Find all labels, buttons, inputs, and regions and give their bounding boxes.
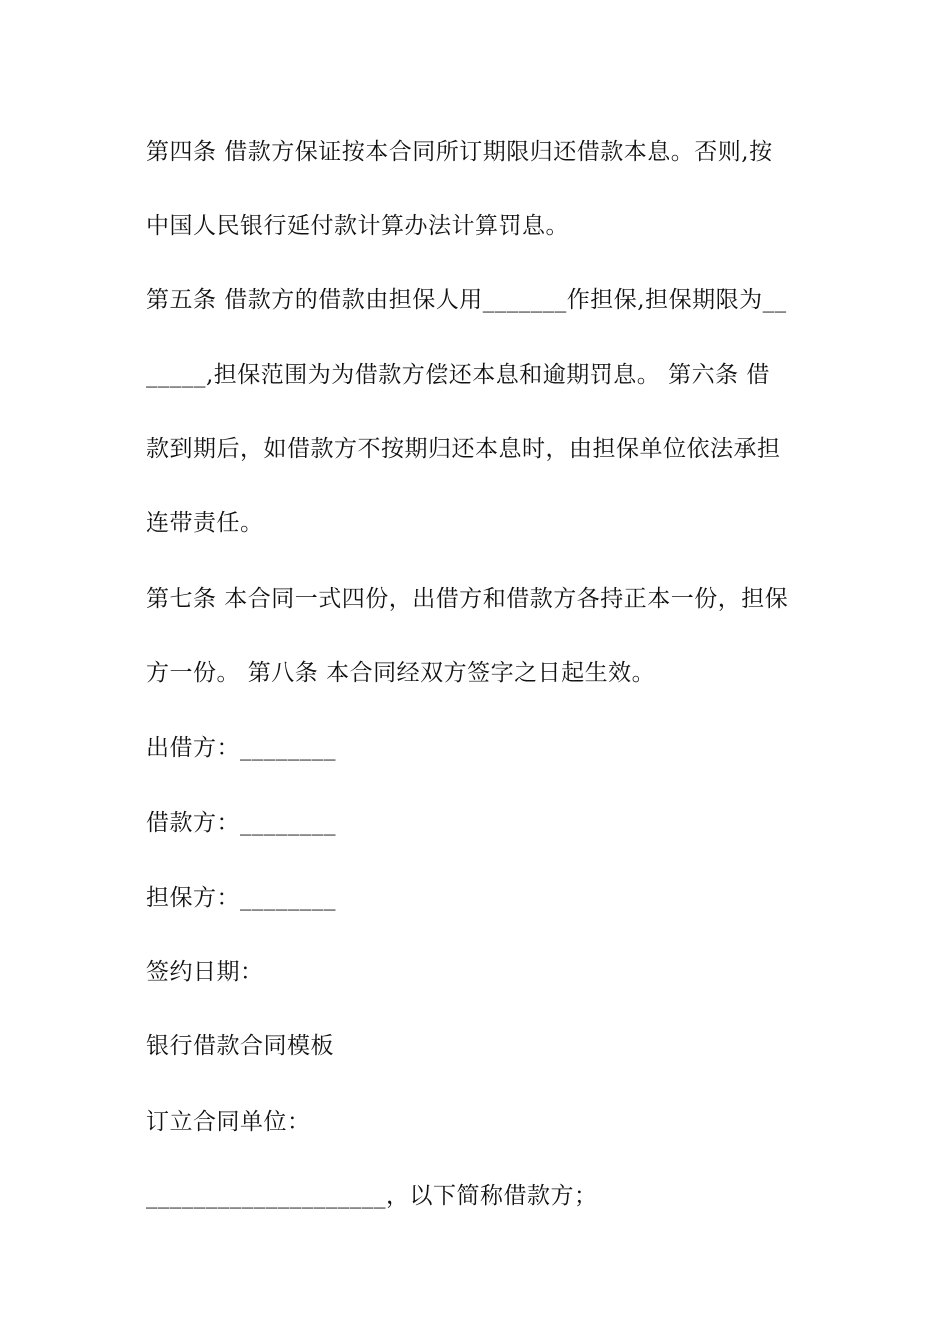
article-6-line-1: 款到期后，如借款方不按期归还本息时，由担保单位依法承担	[146, 436, 781, 462]
contracting-unit-label: 订立合同单位：	[146, 1109, 311, 1135]
signing-date-line: 签约日期：	[146, 959, 264, 985]
article-7-line-1: 第七条 本合同一式四份，出借方和借款方各持正本一份，担保	[146, 586, 789, 612]
article-5-line-2: _____,担保范围为为借款方偿还本息和逾期罚息。 第六条 借	[146, 362, 770, 388]
article-4-line-1: 第四条 借款方保证按本合同所订期限归还借款本息。否则,按	[146, 139, 773, 165]
article-5-line-1: 第五条 借款方的借款由担保人用_______作担保,担保期限为__	[146, 287, 787, 313]
borrower-signature-line: 借款方：________	[146, 810, 336, 836]
article-7-line-2: 方一份。 第八条 本合同经双方签字之日起生效。	[146, 660, 656, 686]
template-title: 银行借款合同模板	[146, 1033, 334, 1059]
article-6-line-2: 连带责任。	[146, 510, 264, 536]
guarantor-signature-line: 担保方：________	[146, 885, 336, 911]
lender-signature-line: 出借方：________	[146, 735, 336, 761]
article-4-line-2: 中国人民银行延付款计算办法计算罚息。	[146, 213, 569, 239]
borrower-blank-line: ____________________，以下简称借款方；	[146, 1183, 598, 1209]
